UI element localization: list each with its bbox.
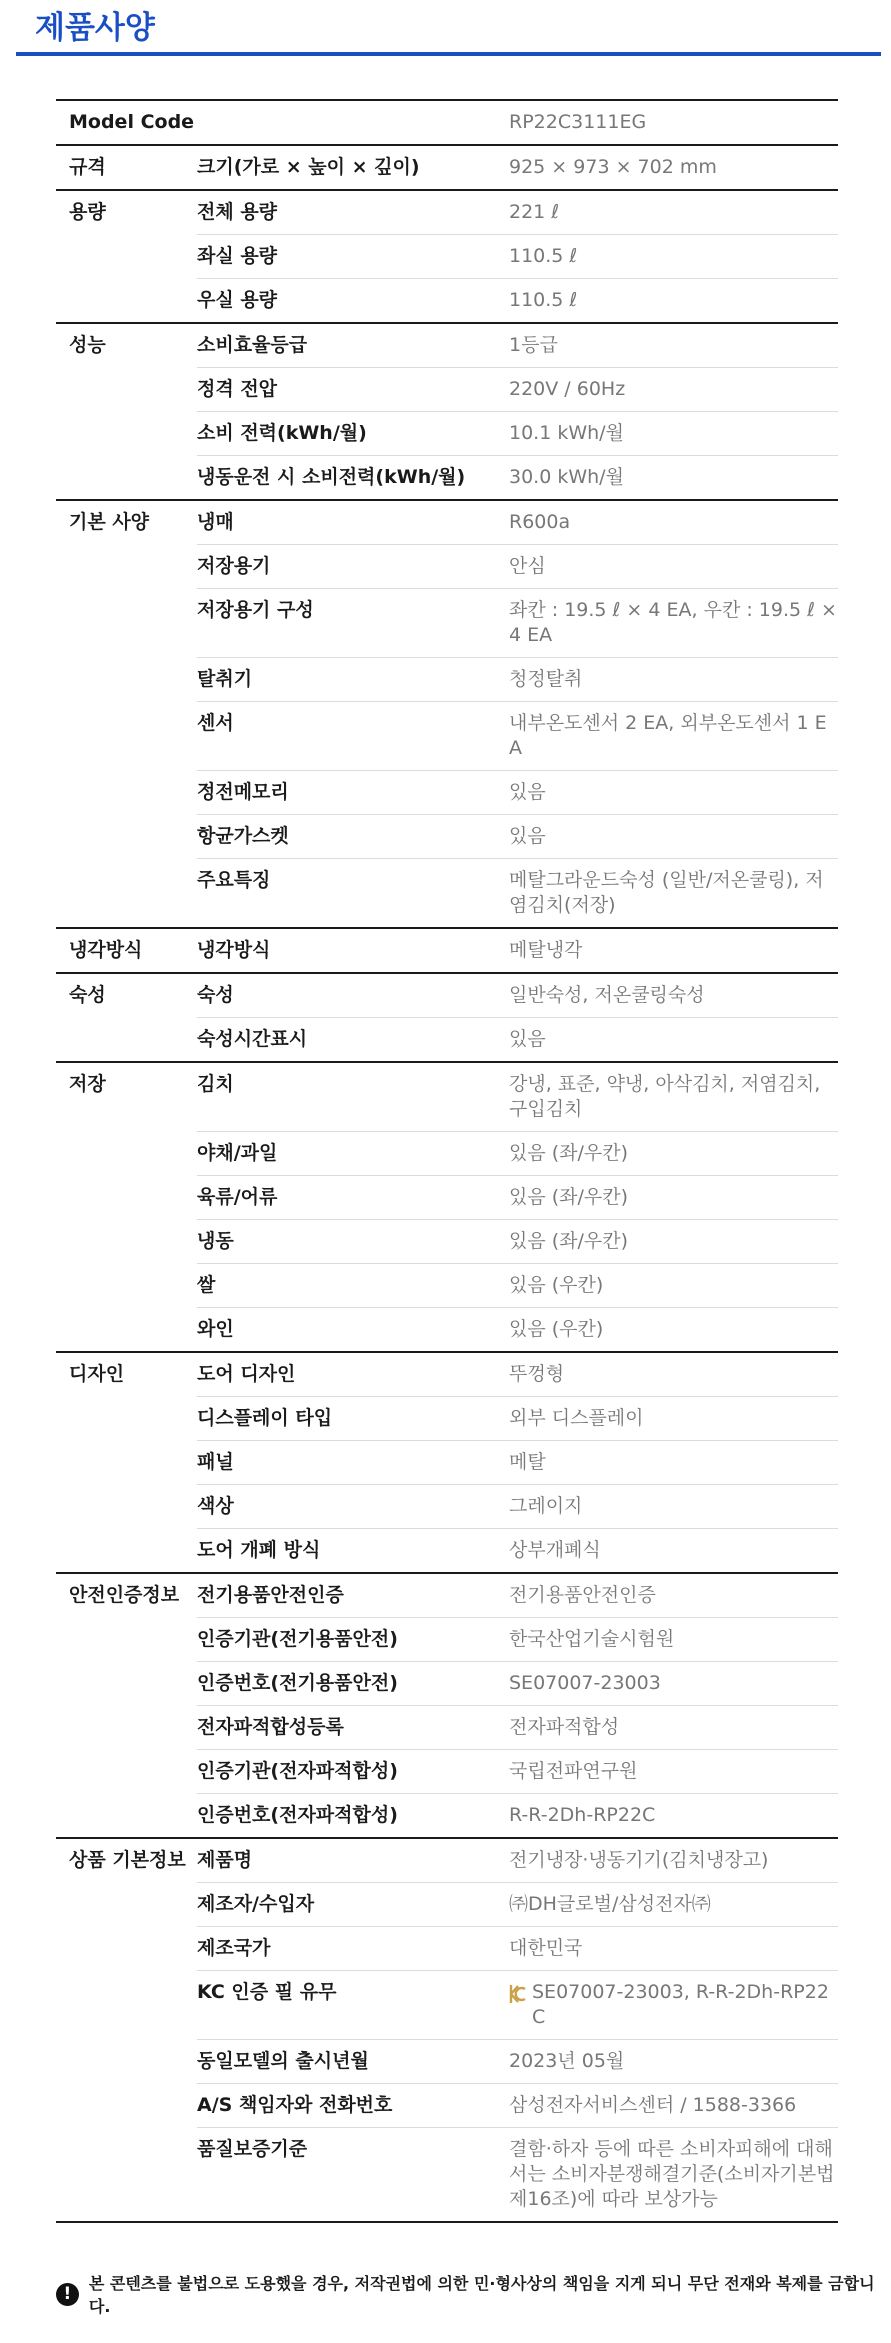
spec-category: 숙성 [56, 973, 197, 1018]
spec-category [56, 1618, 197, 1662]
spec-label: 탈취기 [197, 658, 509, 702]
spec-category: 용량 [56, 190, 197, 235]
spec-value: 있음 [509, 1018, 838, 1063]
spec-row [56, 2128, 838, 2223]
spec-label: 저장용기 [197, 545, 509, 589]
spec-row [56, 323, 838, 368]
spec-label: 도어 개폐 방식 [197, 1529, 509, 1574]
spec-row [56, 1018, 838, 1063]
spec-category [56, 1132, 197, 1176]
spec-category [56, 1018, 197, 1063]
spec-value: 있음 (우칸) [509, 1308, 838, 1353]
spec-row [56, 702, 838, 771]
spec-label: 인증기관(전자파적합성) [197, 1750, 509, 1794]
spec-category [56, 456, 197, 501]
spec-row [56, 1397, 838, 1441]
spec-category [56, 658, 197, 702]
spec-value: 상부개폐식 [509, 1529, 838, 1574]
spec-row [56, 1883, 838, 1927]
notice-text: 본 콘텐츠를 불법으로 도용했을 경우, 저작권법에 의한 민·형사상의 책임을 지게 되니 무단 전재와 복제를 금합니다. [88, 2274, 875, 2316]
spec-row [56, 658, 838, 702]
spec-category [56, 702, 197, 771]
spec-value: 좌칸 : 19.5 ℓ × 4 EA, 우칸 : 19.5 ℓ × 4 EA [509, 589, 838, 658]
spec-label: 제품명 [197, 1838, 509, 1883]
spec-value: 안심 [509, 545, 838, 589]
spec-row [56, 1352, 838, 1397]
spec-label: 품질보증기준 [197, 2128, 509, 2223]
spec-row [56, 1794, 838, 1839]
spec-value: 청정탈취 [509, 658, 838, 702]
spec-label: 제조자/수입자 [197, 1883, 509, 1927]
spec-label: KC 인증 필 유무 [197, 1971, 509, 2040]
spec-category [56, 1485, 197, 1529]
spec-label: 좌실 용량 [197, 235, 509, 279]
spec-value: 일반숙성, 저온쿨링숙성 [509, 973, 838, 1018]
spec-row [56, 235, 838, 279]
spec-value: 한국산업기술시험원 [509, 1618, 838, 1662]
spec-category [56, 1794, 197, 1839]
spec-value-text: SE07007-23003, R-R-2Dh-RP22C [532, 1981, 829, 2028]
spec-value: 외부 디스플레이 [509, 1397, 838, 1441]
spec-label: 인증번호(전기용품안전) [197, 1662, 509, 1706]
spec-value: 전기냉장·냉동기기(김치냉장고) [509, 1838, 838, 1883]
spec-category: 냉각방식 [56, 928, 197, 973]
spec-label: 냉동 [197, 1220, 509, 1264]
spec-category: 안전인증정보 [56, 1573, 197, 1618]
spec-category: 성능 [56, 323, 197, 368]
spec-label: 육류/어류 [197, 1176, 509, 1220]
spec-category [56, 1397, 197, 1441]
spec-category [56, 2040, 197, 2084]
spec-category [56, 1662, 197, 1706]
spec-row [56, 1662, 838, 1706]
spec-label: 숙성시간표시 [197, 1018, 509, 1063]
spec-value: 삼성전자서비스센터 / 1588-3366 [509, 2084, 838, 2128]
spec-category: Model Code [56, 100, 197, 145]
spec-label: 패널 [197, 1441, 509, 1485]
spec-value: 110.5 ℓ [509, 235, 838, 279]
spec-row [56, 1308, 838, 1353]
spec-value: 메탈 [509, 1441, 838, 1485]
spec-label: 주요특징 [197, 859, 509, 929]
spec-category [56, 1441, 197, 1485]
spec-label: 크기(가로 × 높이 × 깊이) [197, 145, 509, 190]
spec-row [56, 1750, 838, 1794]
spec-value: RP22C3111EG [509, 100, 838, 145]
spec-category: 규격 [56, 145, 197, 190]
spec-value: 국립전파연구원 [509, 1750, 838, 1794]
spec-label: 디스플레이 타입 [197, 1397, 509, 1441]
spec-label: 항균가스켓 [197, 815, 509, 859]
spec-value: 전기용품안전인증 [509, 1573, 838, 1618]
spec-value: 있음 (좌/우칸) [509, 1176, 838, 1220]
spec-category [56, 1971, 197, 2040]
spec-label: 야채/과일 [197, 1132, 509, 1176]
spec-label: 김치 [197, 1062, 509, 1132]
spec-row [56, 859, 838, 929]
spec-category [56, 412, 197, 456]
spec-row [56, 100, 838, 145]
spec-value: 10.1 kWh/월 [509, 412, 838, 456]
spec-row [56, 973, 838, 1018]
spec-category [56, 2084, 197, 2128]
spec-value: 그레이지 [509, 1485, 838, 1529]
spec-category [56, 1529, 197, 1574]
spec-label: 도어 디자인 [197, 1352, 509, 1397]
copyright-notice [56, 2274, 891, 2316]
spec-category [56, 279, 197, 324]
spec-category [56, 589, 197, 658]
spec-row [56, 1264, 838, 1308]
spec-row [56, 1441, 838, 1485]
spec-label: 우실 용량 [197, 279, 509, 324]
spec-value: R-R-2Dh-RP22C [509, 1794, 838, 1839]
spec-value: ㈜DH글로벌/삼성전자㈜ [509, 1883, 838, 1927]
spec-row [56, 368, 838, 412]
spec-row [56, 1176, 838, 1220]
spec-label: 저장용기 구성 [197, 589, 509, 658]
spec-category [56, 1927, 197, 1971]
spec-category [56, 1883, 197, 1927]
spec-category [56, 1750, 197, 1794]
spec-row [56, 815, 838, 859]
spec-row [56, 1706, 838, 1750]
spec-label: 전기용품안전인증 [197, 1573, 509, 1618]
spec-label: 인증기관(전기용품안전) [197, 1618, 509, 1662]
spec-category: 저장 [56, 1062, 197, 1132]
spec-row [56, 2084, 838, 2128]
spec-row [56, 1485, 838, 1529]
spec-value: 메탈냉각 [509, 928, 838, 973]
spec-row [56, 1529, 838, 1574]
spec-value: 강냉, 표준, 약냉, 아삭김치, 저염김치, 구입김치 [509, 1062, 838, 1132]
spec-row [56, 1838, 838, 1883]
spec-table [56, 99, 838, 2223]
spec-label: 정전메모리 [197, 771, 509, 815]
spec-row [56, 589, 838, 658]
spec-row [56, 500, 838, 545]
spec-label: 냉각방식 [197, 928, 509, 973]
spec-row [56, 2040, 838, 2084]
spec-value: 110.5 ℓ [509, 279, 838, 324]
spec-row [56, 190, 838, 235]
spec-value: 있음 (우칸) [509, 1264, 838, 1308]
spec-value: 1등급 [509, 323, 838, 368]
spec-value: R600a [509, 500, 838, 545]
spec-label: 인증번호(전자파적합성) [197, 1794, 509, 1839]
spec-value: 메탈그라운드숙성 (일반/저온쿨링), 저염김치(저장) [509, 859, 838, 929]
spec-label: 전체 용량 [197, 190, 509, 235]
spec-category: 상품 기본정보 [56, 1838, 197, 1883]
spec-label: 냉동운전 시 소비전력(kWh/월) [197, 456, 509, 501]
spec-label: 와인 [197, 1308, 509, 1353]
spec-row [56, 1971, 838, 2040]
spec-value [509, 1971, 838, 2040]
spec-category [56, 545, 197, 589]
spec-value: 2023년 05월 [509, 2040, 838, 2084]
spec-category [56, 1264, 197, 1308]
spec-label [197, 100, 509, 145]
spec-row [56, 771, 838, 815]
spec-row [56, 928, 838, 973]
spec-value: 있음 (좌/우칸) [509, 1220, 838, 1264]
page-header [16, 0, 881, 56]
warning-icon: ! [56, 2283, 79, 2306]
spec-category: 기본 사양 [56, 500, 197, 545]
spec-category [56, 368, 197, 412]
spec-value: 있음 (좌/우칸) [509, 1132, 838, 1176]
spec-label: 냉매 [197, 500, 509, 545]
spec-row [56, 1618, 838, 1662]
spec-value: 있음 [509, 771, 838, 815]
spec-category [56, 1176, 197, 1220]
spec-label: 전자파적합성등록 [197, 1706, 509, 1750]
spec-label: 제조국가 [197, 1927, 509, 1971]
spec-label: 숙성 [197, 973, 509, 1018]
spec-category [56, 1308, 197, 1353]
spec-row [56, 545, 838, 589]
spec-value: 내부온도센서 2 EA, 외부온도센서 1 EA [509, 702, 838, 771]
spec-label: 소비 전력(kWh/월) [197, 412, 509, 456]
spec-value: 925 × 973 × 702 mm [509, 145, 838, 190]
spec-value: SE07007-23003 [509, 1662, 838, 1706]
spec-category [56, 771, 197, 815]
kc-mark-icon [509, 1984, 526, 2004]
spec-value: 221 ℓ [509, 190, 838, 235]
spec-category: 디자인 [56, 1352, 197, 1397]
spec-row [56, 412, 838, 456]
spec-label: 쌀 [197, 1264, 509, 1308]
spec-category [56, 859, 197, 929]
spec-row [56, 279, 838, 324]
spec-value: 대한민국 [509, 1927, 838, 1971]
page-title: 제품사양 [35, 10, 155, 46]
spec-value: 뚜껑형 [509, 1352, 838, 1397]
spec-row [56, 145, 838, 190]
spec-value: 30.0 kWh/월 [509, 456, 838, 501]
spec-row [56, 1573, 838, 1618]
spec-label: 정격 전압 [197, 368, 509, 412]
spec-value: 220V / 60Hz [509, 368, 838, 412]
spec-category [56, 815, 197, 859]
spec-label: 소비효율등급 [197, 323, 509, 368]
spec-label: 색상 [197, 1485, 509, 1529]
spec-category [56, 2128, 197, 2223]
spec-row [56, 1220, 838, 1264]
spec-label: 동일모델의 출시년월 [197, 2040, 509, 2084]
spec-row [56, 456, 838, 501]
spec-label: A/S 책임자와 전화번호 [197, 2084, 509, 2128]
spec-category [56, 235, 197, 279]
spec-value: 전자파적합성 [509, 1706, 838, 1750]
spec-category [56, 1706, 197, 1750]
spec-row [56, 1062, 838, 1132]
spec-row [56, 1132, 838, 1176]
spec-row [56, 1927, 838, 1971]
spec-label: 센서 [197, 702, 509, 771]
spec-category [56, 1220, 197, 1264]
spec-value: 결함·하자 등에 따른 소비자피해에 대해서는 소비자분쟁해결기준(소비자기본법 제16조)에 따라 보상가능 [509, 2128, 838, 2223]
spec-value: 있음 [509, 815, 838, 859]
